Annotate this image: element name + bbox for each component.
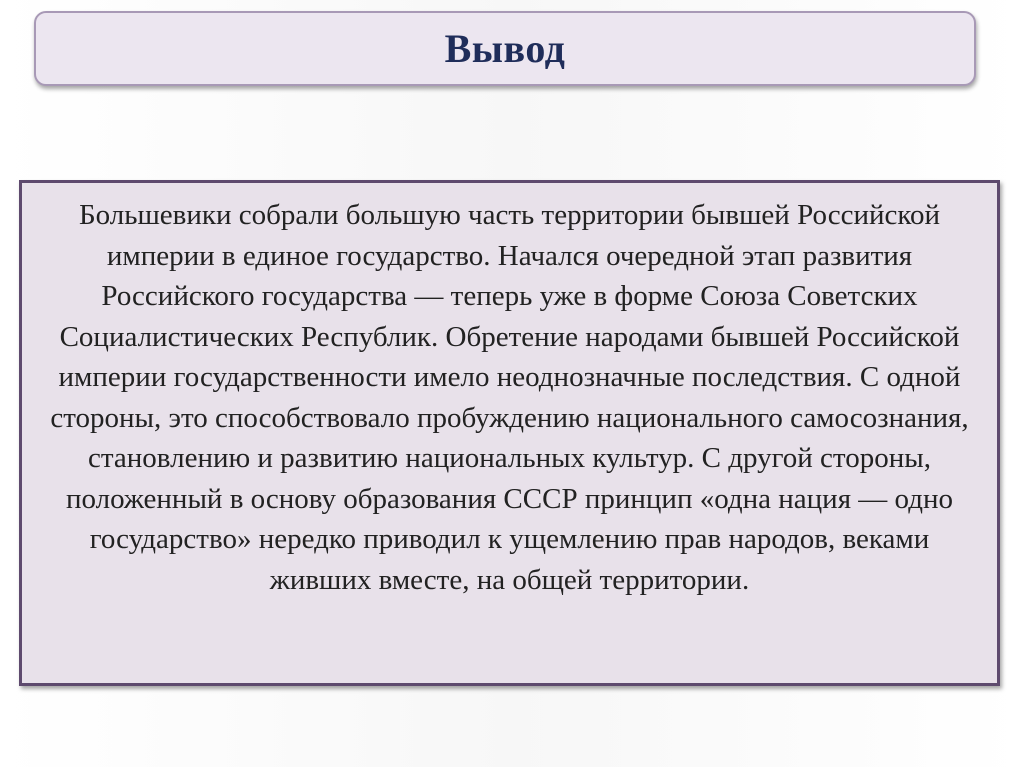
title-banner xyxy=(34,11,976,86)
conclusion-paragraph: Большевики собрали большую часть территории бывшей Российской империи в единое государство. Начался очередной этап развития Российского государства — теперь уже в форме Союза Советских Социалистических Республик. Обретение народами бывшей Российской империи государственности имело неоднозначные последствия. С одной стороны, это способствовало пробуждению национального самосознания, становлению и развитию национальных культур. С другой стороны, положенный в основу образования СССР принцип «одна нация — одно государство» нередко приводил к ущемлению прав народов, веками живших вместе, на общей территории. xyxy=(50,199,969,596)
conclusion-text-box xyxy=(19,180,1000,686)
slide-title: Вывод xyxy=(444,26,566,71)
